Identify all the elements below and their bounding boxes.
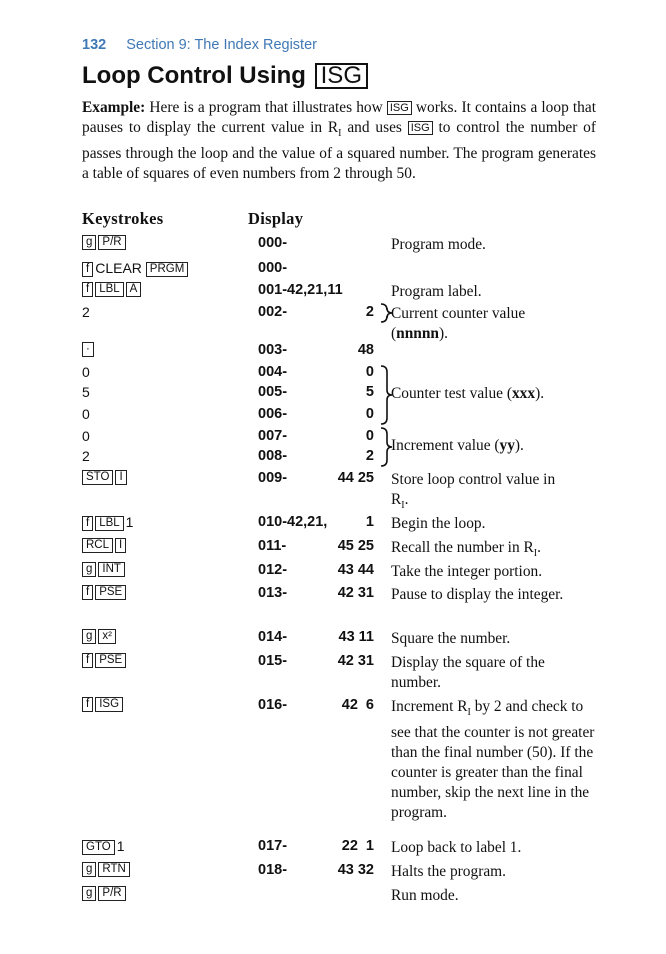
step-description bbox=[391, 562, 596, 582]
keystroke-cell bbox=[82, 653, 128, 669]
key-a: A bbox=[126, 282, 142, 297]
display-line-number: 013- bbox=[258, 585, 288, 601]
description-text: ). bbox=[535, 385, 545, 402]
display-keycode: 2 bbox=[365, 448, 374, 464]
keystroke-cell bbox=[82, 260, 190, 278]
description-text: Pause to display the integer. bbox=[391, 586, 564, 603]
description-text: Square the number. bbox=[391, 630, 511, 647]
isg-key: ISG bbox=[387, 101, 412, 115]
keystroke-digit: 0 bbox=[82, 428, 90, 444]
display-keycode: 5 bbox=[365, 384, 374, 400]
keystroke-cell bbox=[82, 470, 129, 486]
display-line-number: 010-42,21, bbox=[258, 514, 328, 530]
description-text: Program label. bbox=[391, 283, 482, 300]
display-line-number: 004- bbox=[258, 364, 288, 380]
keystroke-cell bbox=[82, 562, 127, 578]
key-f: f bbox=[82, 585, 93, 600]
isg-key: ISG bbox=[315, 63, 368, 89]
section-title: Section 9: The Index Register bbox=[126, 37, 317, 53]
display-line-number: 011- bbox=[258, 538, 287, 554]
step-description bbox=[391, 384, 596, 404]
page-header bbox=[82, 37, 317, 53]
description-text: Halts the program. bbox=[391, 863, 506, 880]
subscript: I bbox=[533, 548, 538, 560]
description-bold: nnnnn bbox=[396, 325, 439, 342]
key-g: g bbox=[82, 629, 96, 644]
intro-text: works. It contains a loop that pauses to display the current value in R bbox=[82, 99, 596, 136]
intro-paragraph bbox=[82, 98, 596, 184]
step-description bbox=[391, 629, 596, 649]
description-text: Increment value ( bbox=[391, 437, 500, 454]
key-isg: ISG bbox=[95, 697, 123, 712]
description-text: Recall the number in R bbox=[391, 539, 534, 556]
key-gto: GTO bbox=[82, 840, 115, 855]
keystroke-cell bbox=[82, 838, 125, 856]
intro-text: to control the number of passes through the loop and the value of a squared number. The program generates a table of squares of even numbers from 2 through 50. bbox=[82, 119, 596, 183]
key-sto: STO bbox=[82, 470, 113, 485]
key-p-r: P/R bbox=[98, 886, 125, 901]
step-description bbox=[391, 653, 596, 693]
keystroke-cell bbox=[82, 342, 96, 358]
keystroke-digit: 5 bbox=[82, 384, 90, 400]
keystroke-digit: 0 bbox=[82, 406, 90, 422]
step-description bbox=[391, 436, 596, 456]
display-keycode: 22 1 bbox=[341, 838, 374, 854]
key-lbl: LBL bbox=[95, 282, 123, 297]
description-text: Run mode. bbox=[391, 887, 459, 904]
display-line-number: 006- bbox=[258, 406, 288, 422]
description-text: . bbox=[404, 491, 409, 508]
display-line-number: 017- bbox=[258, 838, 288, 854]
description-text: Current counter value bbox=[391, 305, 526, 322]
key-rcl: RCL bbox=[82, 538, 113, 553]
display-column-header: Display bbox=[248, 209, 304, 228]
key-g: g bbox=[82, 562, 96, 577]
subscript: I bbox=[467, 707, 471, 719]
description-text: Counter test value ( bbox=[391, 385, 512, 402]
display-line-number: 002- bbox=[258, 304, 288, 320]
key-lbl: LBL bbox=[95, 516, 123, 531]
step-description bbox=[391, 514, 596, 534]
key-g: g bbox=[82, 886, 96, 901]
page-title bbox=[82, 62, 368, 90]
key-prgm: PRGM bbox=[146, 262, 189, 277]
description-text: ). bbox=[438, 325, 448, 342]
key-f: f bbox=[82, 516, 93, 531]
step-description bbox=[391, 282, 596, 302]
page-number: 132 bbox=[82, 37, 107, 53]
display-keycode: 0 bbox=[365, 428, 374, 444]
intro-text: and uses bbox=[341, 119, 408, 136]
step-description bbox=[391, 585, 596, 605]
keystroke-cell bbox=[82, 448, 90, 466]
key-x: x² bbox=[98, 629, 116, 644]
description-text: Increment R bbox=[391, 698, 468, 715]
intro-text: Here is a program that illustrates how bbox=[145, 99, 387, 116]
description-text: by 2 and check to see that the counter is not greater than the final number (50). If the counter is greater than the final number, skip the next line in the program. bbox=[391, 698, 595, 822]
keystroke-label: CLEAR bbox=[95, 260, 146, 276]
example-label: Example: bbox=[82, 99, 146, 116]
keystroke-digit: 1 bbox=[116, 838, 125, 854]
step-description bbox=[391, 470, 596, 516]
key-f: f bbox=[82, 282, 93, 297]
keystroke-cell bbox=[82, 629, 118, 645]
display-line-number: 018- bbox=[258, 862, 288, 878]
description-text: ( bbox=[391, 325, 397, 342]
display-line-number: 016- bbox=[258, 697, 288, 713]
keystroke-cell bbox=[82, 697, 125, 713]
description-bold: xxx bbox=[511, 385, 536, 402]
display-line-number: 005- bbox=[258, 384, 288, 400]
display-keycode: 43 11 bbox=[338, 629, 374, 645]
display-line-number: 003- bbox=[258, 342, 288, 358]
key-g: g bbox=[82, 862, 96, 877]
description-text: Begin the loop. bbox=[391, 515, 486, 532]
display-line-number: 015- bbox=[258, 653, 288, 669]
key-pse: PSE bbox=[95, 585, 126, 600]
key-f: f bbox=[82, 697, 93, 712]
keystroke-cell bbox=[82, 282, 143, 298]
display-keycode: 42 31 bbox=[337, 585, 374, 601]
keystroke-cell bbox=[82, 304, 90, 322]
display-keycode: 45 25 bbox=[337, 538, 374, 554]
description-text: Store loop control value in bbox=[391, 471, 556, 488]
display-line-number: 008- bbox=[258, 448, 288, 464]
key-f: f bbox=[82, 653, 93, 668]
keystroke-digit: 1 bbox=[125, 514, 134, 530]
display-keycode: 48 bbox=[357, 342, 374, 358]
subscript: I bbox=[338, 128, 342, 140]
step-description bbox=[391, 538, 596, 564]
description-bold: yy bbox=[499, 437, 515, 454]
keystroke-cell bbox=[82, 585, 128, 601]
key-g: g bbox=[82, 235, 96, 250]
step-description bbox=[391, 838, 596, 858]
description-text: Display the square of the number. bbox=[391, 654, 545, 691]
key-i: I bbox=[115, 470, 126, 485]
description-text: . bbox=[537, 539, 541, 556]
display-keycode: 43 44 bbox=[337, 562, 374, 578]
key-int: INT bbox=[98, 562, 125, 577]
keystroke-digit: 2 bbox=[82, 448, 90, 464]
keystroke-digit: 2 bbox=[82, 304, 90, 320]
display-line-number: 009- bbox=[258, 470, 288, 486]
display-keycode: 0 bbox=[365, 364, 374, 380]
keystroke-cell bbox=[82, 862, 132, 878]
display-keycode: 44 25 bbox=[337, 470, 374, 486]
step-description bbox=[391, 697, 596, 823]
keystroke-cell bbox=[82, 514, 133, 532]
display-line-number: 007- bbox=[258, 428, 288, 444]
keystroke-digit: 0 bbox=[82, 364, 90, 380]
title-text: Loop Control Using bbox=[82, 62, 306, 89]
display-keycode: 43 32 bbox=[337, 862, 374, 878]
step-description bbox=[391, 304, 596, 344]
description-text: Program mode. bbox=[391, 236, 486, 253]
description-text: Loop back to label 1. bbox=[391, 839, 522, 856]
display-line-number: 000- bbox=[258, 235, 288, 251]
key-decimal: · bbox=[82, 342, 94, 357]
display-line-number: 012- bbox=[258, 562, 288, 578]
key-p-r: P/R bbox=[98, 235, 125, 250]
isg-key: ISG bbox=[408, 121, 433, 135]
key-i: I bbox=[115, 538, 126, 553]
keystroke-cell bbox=[82, 428, 90, 446]
keystroke-cell bbox=[82, 538, 128, 554]
keystroke-cell bbox=[82, 886, 128, 902]
description-text: ). bbox=[514, 437, 524, 454]
description-text: Take the integer portion. bbox=[391, 563, 543, 580]
display-line-number: 001-42,21,11 bbox=[258, 282, 343, 298]
display-keycode: 42 6 bbox=[341, 697, 374, 713]
display-keycode: 42 31 bbox=[337, 653, 374, 669]
display-keycode: 2 bbox=[365, 304, 374, 320]
subscript: I bbox=[401, 500, 405, 512]
keystroke-cell bbox=[82, 235, 128, 251]
step-description bbox=[391, 862, 596, 882]
display-line-number: 000- bbox=[258, 260, 288, 276]
description-text: R bbox=[391, 491, 402, 508]
keystroke-cell bbox=[82, 406, 90, 424]
key-f: f bbox=[82, 262, 93, 277]
keystroke-cell bbox=[82, 384, 90, 402]
display-line-number: 014- bbox=[258, 629, 288, 645]
display-keycode: 1 bbox=[365, 514, 374, 530]
key-rtn: RTN bbox=[98, 862, 129, 877]
keystrokes-column-header: Keystrokes bbox=[82, 209, 164, 228]
step-description bbox=[391, 886, 596, 906]
key-pse: PSE bbox=[95, 653, 126, 668]
keystroke-cell bbox=[82, 364, 90, 382]
step-description bbox=[391, 235, 596, 255]
display-keycode: 0 bbox=[365, 406, 374, 422]
